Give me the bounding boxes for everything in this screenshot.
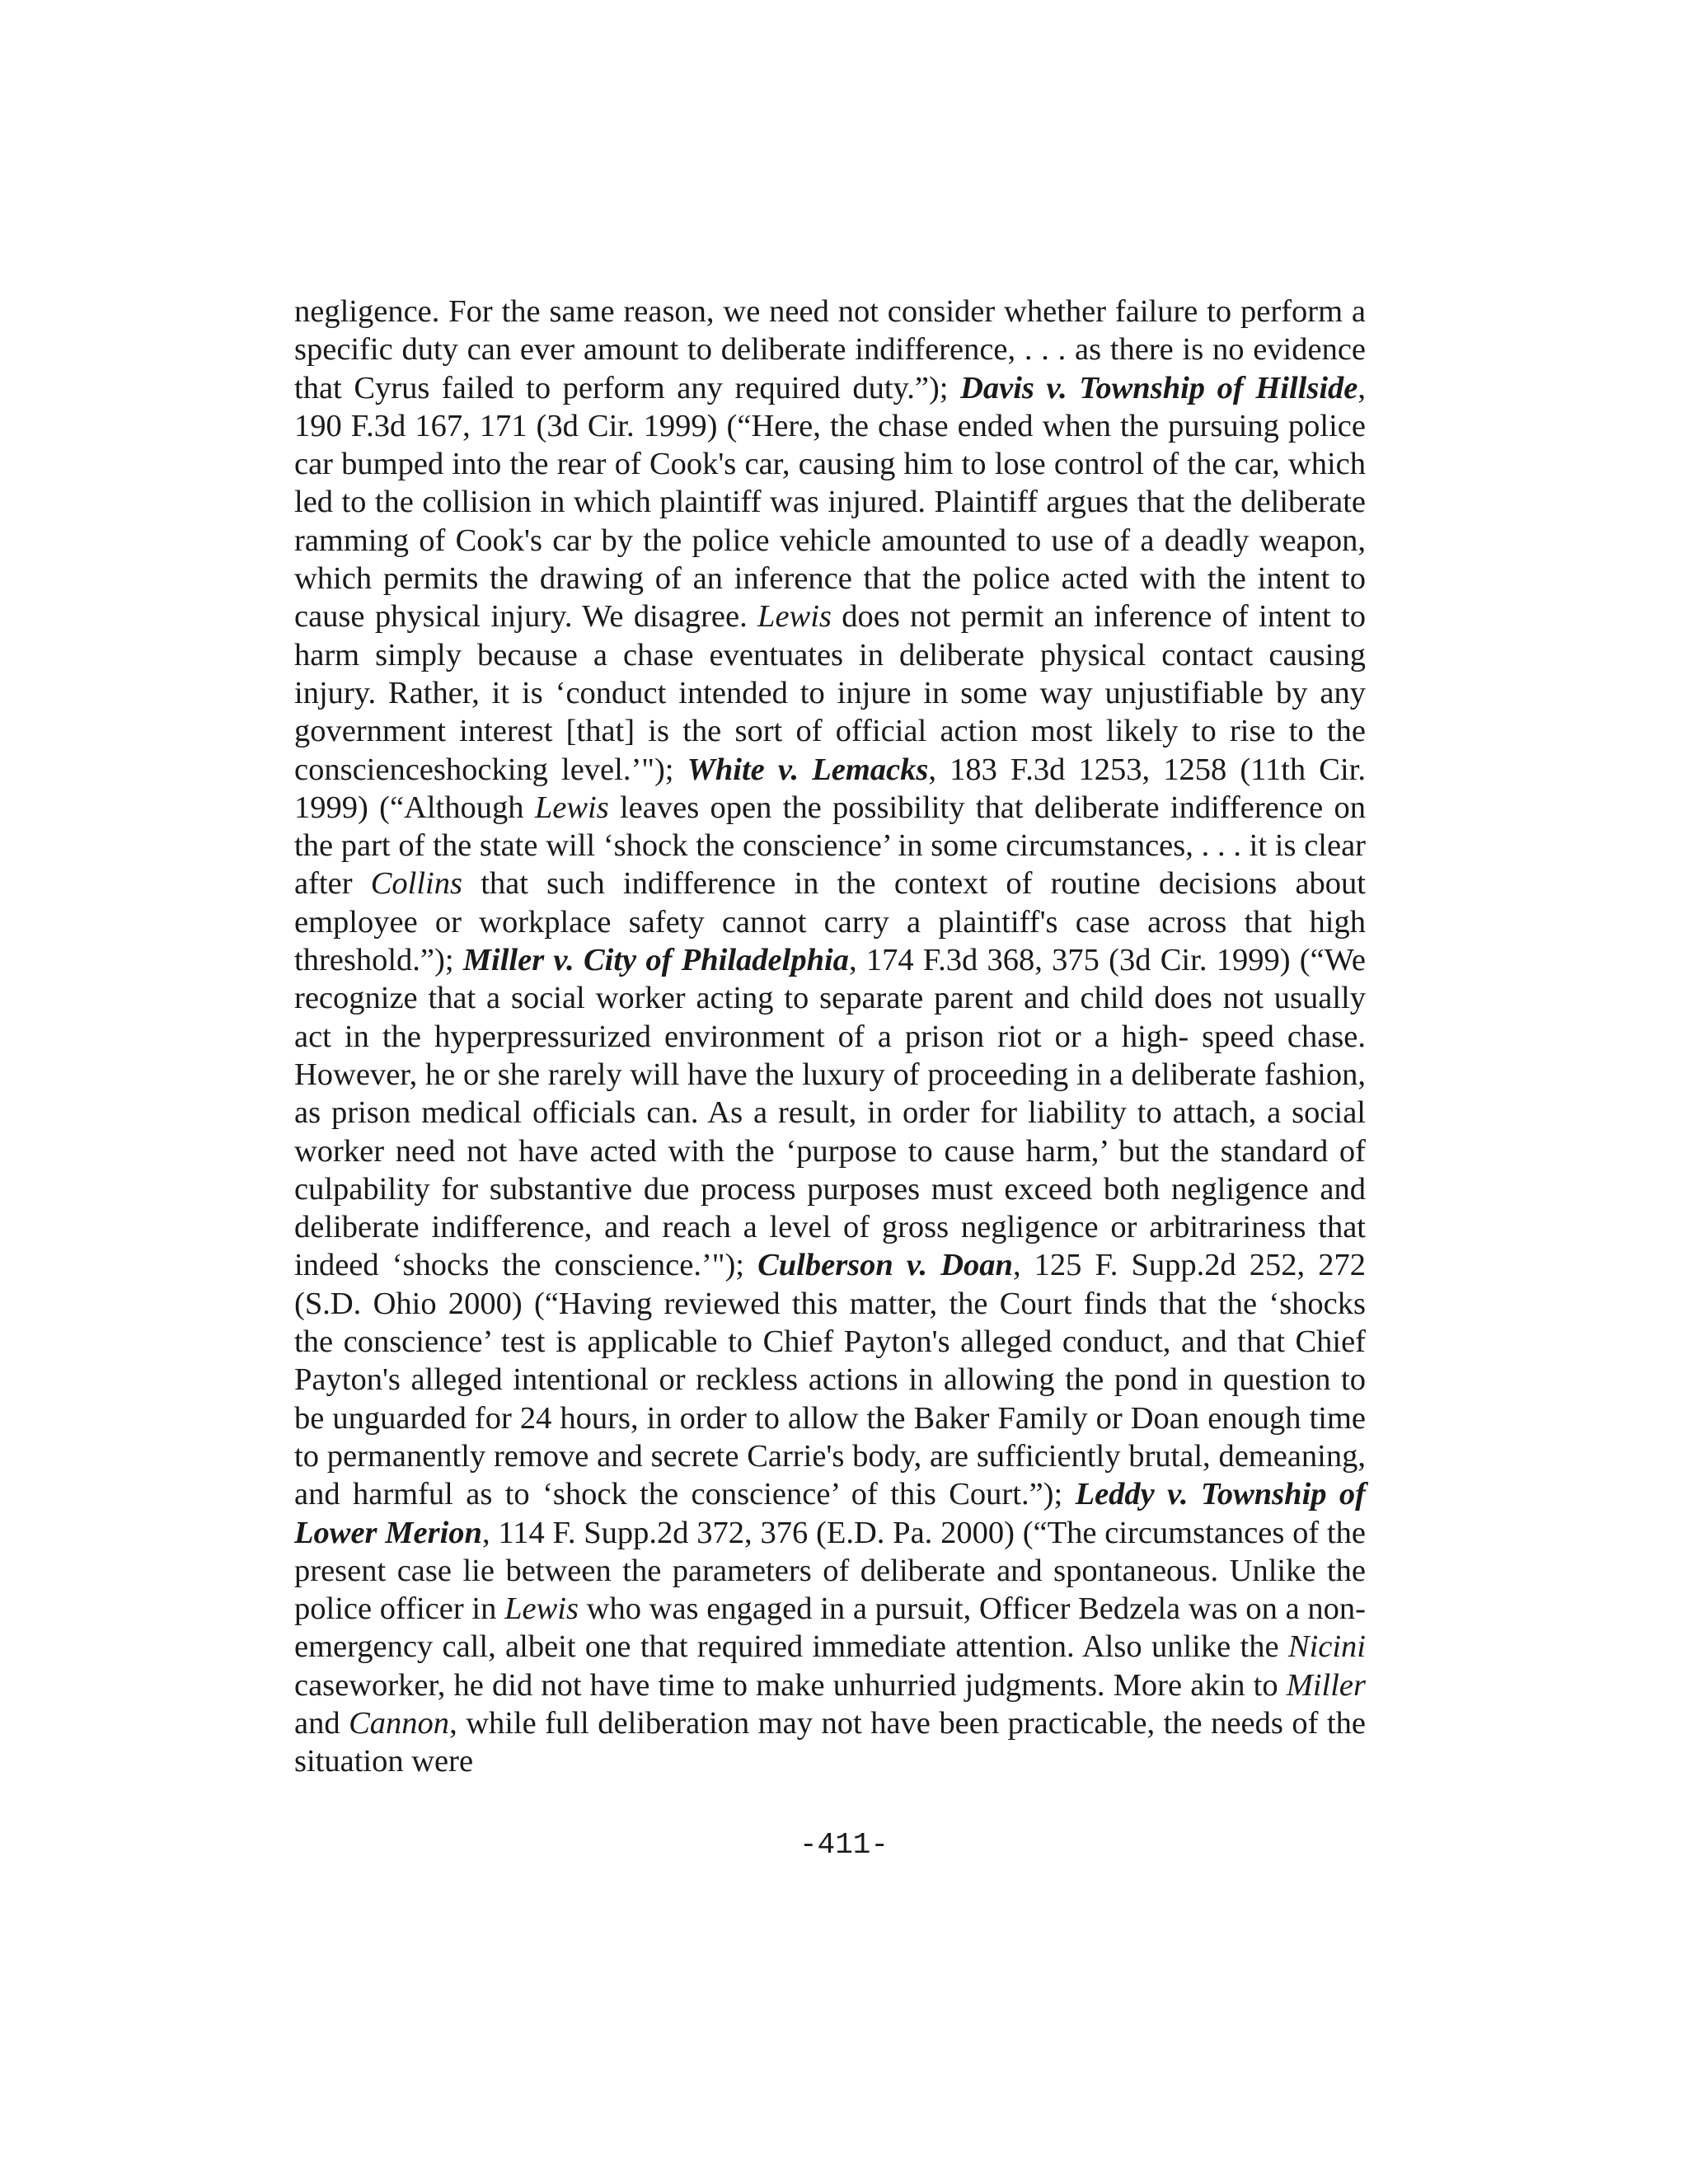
body-text-segment: , 114 F. Supp.2d 372, 376 (E.D. Pa. 2000) (“The circumstances of the present case lie between the parameters of deliberate and spontaneous. Unlike the police officer in <box>294 1515 1366 1627</box>
case-citation: Leddy v. Township of Lower Merion <box>294 1477 1366 1550</box>
body-paragraph <box>294 293 1366 1781</box>
italic-case-reference: Miller <box>1286 1667 1366 1703</box>
body-text-segment: leaves open the possibility that deliberate indifference on the part of the state will ‘shock the conscience’ in some circumstances, . . . it is clear after <box>294 790 1366 902</box>
body-text-segment: , 174 F.3d 368, 375 (3d Cir. 1999) (“We recognize that a social worker acting to separate parent and child does not usually act in the hyperpressurized environment of a prison riot or a high- speed chase. However, he or she rarely will have the luxury of proceeding in a deliberate fashion, as prison medical officials can. As a result, in order for liability to attach, a social worker need not have acted with the ‘purpose to cause harm,’ but the standard of culpability for substantive due process purposes must exceed both negligence and deliberate indifference, and reach a level of gross negligence or arbitrariness that indeed ‘shocks the conscience.’"); <box>294 943 1367 1283</box>
italic-case-reference: Lewis <box>504 1591 579 1627</box>
case-citation: Culberson v. Doan <box>757 1248 1013 1283</box>
italic-case-reference: Collins <box>370 866 462 902</box>
italic-case-reference: Cannon <box>349 1705 450 1741</box>
body-text-segment: , while full deliberation may not have been practicable, the needs of the situation were <box>294 1705 1366 1779</box>
body-text-segment: does not permit an inference of intent to harm simply because a chase eventuates in deliberate physical contact causing injury. Rather, it is ‘conduct intended to injure in some way unjustifiable by any government interest [that] is the sort of official action most likely to rise to the conscienceshocking level.’"); <box>294 599 1366 787</box>
page-number: -411- <box>799 1828 889 1862</box>
italic-case-reference: Lewis <box>534 790 609 825</box>
body-text-segment: , 190 F.3d 167, 171 (3d Cir. 1999) (“Here, the chase ended when the pursuing police car bumped into the rear of Cook's car, causing him to lose control of the car, which led to the collision in which plaintiff was injured. Plaintiff argues that the deliberate ramming of Cook's car by the police vehicle amounted to use of a deadly weapon, which permits the drawing of an inference that the police acted with the intent to cause physical injury. We disagree. <box>294 370 1366 635</box>
body-text-segment: that such indifference in the context of routine decisions about employee or workplace safety cannot carry a plaintiff's case across that high threshold.”); <box>294 866 1366 978</box>
body-text-segment: negligence. For the same reason, we need not consider whether failure to perform a specific duty can ever amount to deliberate indifference, . . . as there is no evidence that Cyrus failed to perform any required duty.”); <box>294 294 1366 405</box>
case-citation: Davis v. Township of Hillside <box>960 370 1358 405</box>
body-text-segment: who was engaged in a pursuit, Officer Bedzela was on a non-emergency call, albeit one that required immediate attention. Also unlike the <box>294 1591 1366 1665</box>
case-citation: Miller v. City of Philadelphia <box>462 943 849 978</box>
body-text-segment: and <box>294 1705 349 1741</box>
body-text-segment: , 125 F. Supp.2d 252, 272 (S.D. Ohio 2000) (“Having reviewed this matter, the Court finds that the ‘shocks the conscience’ test is applicable to Chief Payton's alleged conduct, and that Chief Payton's alleged intentional or reckless actions in allowing the pond in question to be unguarded for 24 hours, in order to allow the Baker Family or Doan enough time to permanently remove and secrete Carrie's body, are sufficiently brutal, demeaning, and harmful as to ‘shock the conscience’ of this Court.”); <box>294 1248 1366 1512</box>
body-text-segment: , 183 F.3d 1253, 1258 (11th Cir. 1999) (“Although <box>294 752 1366 825</box>
italic-case-reference: Nicini <box>1287 1629 1366 1665</box>
italic-case-reference: Lewis <box>757 599 832 635</box>
case-citation: White v. Lemacks <box>687 752 929 787</box>
body-text-segment: caseworker, he did not have time to make unhurried judgments. More akin to <box>294 1667 1287 1703</box>
